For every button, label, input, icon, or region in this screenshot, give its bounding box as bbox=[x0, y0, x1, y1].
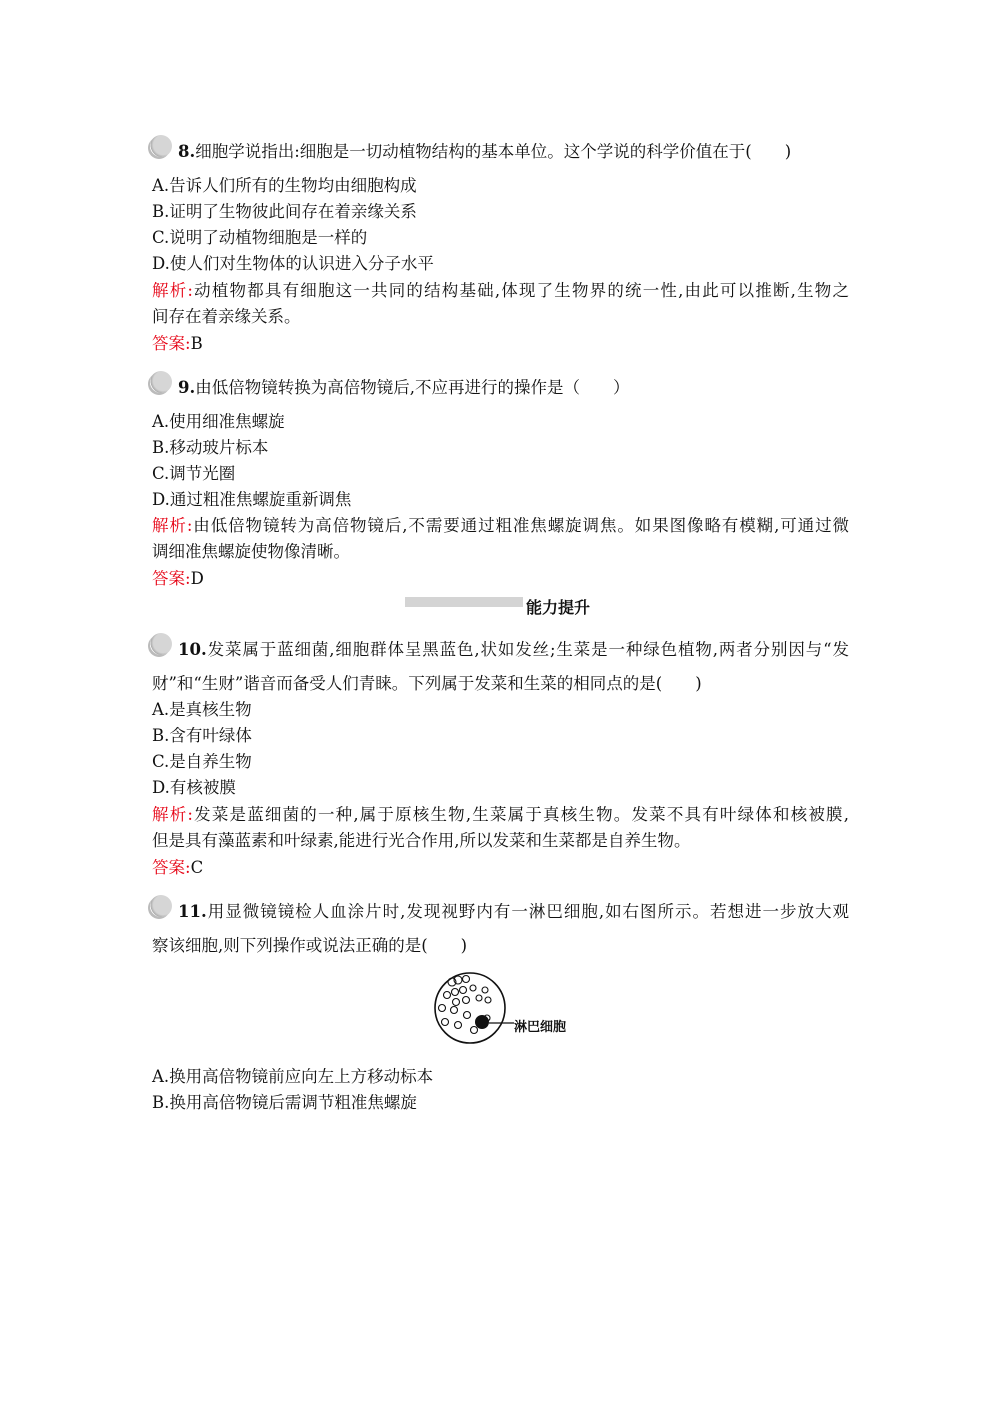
option: A.是真核生物 bbox=[152, 700, 252, 719]
question-text: 察该细胞,则下列操作或说法正确的是( ) bbox=[152, 936, 468, 955]
field-of-view-diagram bbox=[430, 970, 580, 1050]
question-number: 8. bbox=[178, 142, 196, 161]
analysis-text: 由低倍物镜转为高倍物镜后,不需要通过粗准焦螺旋调焦。如果图像略有模糊,可通过微 bbox=[192, 516, 849, 535]
microscope-field-figure bbox=[430, 970, 580, 1054]
analysis bbox=[152, 804, 849, 826]
question-text: 用显微镜镜检人血涂片时,发现视野内有一淋巴细胞,如右图所示。若想进一步放大观 bbox=[206, 902, 849, 921]
question-bullet-icon bbox=[150, 135, 172, 157]
option: A.使用细准焦螺旋 bbox=[152, 412, 285, 431]
answer-label: 答案: bbox=[152, 334, 191, 353]
answer-label: 答案: bbox=[152, 858, 191, 877]
option: B.证明了生物彼此间存在着亲缘关系 bbox=[152, 202, 417, 221]
question-bullet-icon bbox=[150, 633, 172, 655]
answer-value: C bbox=[190, 858, 204, 877]
option: B.含有叶绿体 bbox=[152, 726, 252, 745]
option: B.移动玻片标本 bbox=[152, 438, 269, 457]
analysis-text: 动植物都具有细胞这一共同的结构基础,体现了生物界的统一性,由此可以推断,生物之 bbox=[192, 281, 849, 300]
answer-label: 答案: bbox=[152, 569, 191, 588]
option: B.换用高倍物镜后需调节粗准焦螺旋 bbox=[152, 1093, 417, 1112]
option: C.是自养生物 bbox=[152, 752, 252, 771]
question-bullet-icon bbox=[150, 371, 172, 393]
analysis-text: 调细准焦螺旋使物像清晰。 bbox=[152, 542, 350, 561]
question-bullet-icon bbox=[150, 895, 172, 917]
option: D.使人们对生物体的认识进入分子水平 bbox=[152, 254, 434, 273]
question-8-stem bbox=[178, 141, 791, 163]
answer-value: D bbox=[190, 569, 204, 588]
question-11-stem bbox=[178, 901, 849, 923]
option: D.通过粗准焦螺旋重新调焦 bbox=[152, 490, 352, 509]
option: A.换用高倍物镜前应向左上方移动标本 bbox=[152, 1067, 434, 1086]
answer bbox=[152, 857, 203, 879]
question-10-stem bbox=[178, 639, 849, 661]
analysis-text: 间存在着亲缘关系。 bbox=[152, 307, 301, 326]
figure-label: 淋巴细胞 bbox=[514, 1020, 567, 1035]
option: C.说明了动植物细胞是一样的 bbox=[152, 228, 368, 247]
answer-value: B bbox=[190, 334, 203, 353]
analysis bbox=[152, 515, 849, 537]
question-number: 11. bbox=[178, 902, 207, 921]
lymphocyte-mark bbox=[475, 1015, 489, 1029]
option: D.有核被膜 bbox=[152, 778, 236, 797]
analysis bbox=[152, 280, 849, 302]
analysis-text: 但是具有藻蓝素和叶绿素,能进行光合作用,所以发菜和生菜都是自养生物。 bbox=[152, 831, 691, 850]
question-number: 10. bbox=[178, 640, 207, 659]
section-bar bbox=[405, 597, 523, 607]
section-title: 能力提升 bbox=[526, 598, 591, 617]
option: C.调节光圈 bbox=[152, 464, 236, 483]
answer bbox=[152, 568, 204, 590]
question-text: 由低倍物镜转换为高倍物镜后,不应再进行的操作是（ ） bbox=[195, 378, 630, 397]
option: A.告诉人们所有的生物均由细胞构成 bbox=[152, 176, 417, 195]
question-text: 财”和“生财”谐音而备受人们青睐。下列属于发菜和生菜的相同点的是( ) bbox=[152, 674, 702, 693]
question-text: 细胞学说指出:细胞是一切动植物结构的基本单位。这个学说的科学价值在于( ) bbox=[195, 142, 792, 161]
analysis-label: 解析: bbox=[152, 805, 193, 824]
answer bbox=[152, 333, 203, 355]
analysis-label: 解析: bbox=[152, 281, 193, 300]
analysis-label: 解析: bbox=[152, 516, 193, 535]
question-text: 发菜属于蓝细菌,细胞群体呈黑蓝色,状如发丝;生菜是一种绿色植物,两者分别因与“发 bbox=[206, 640, 849, 659]
question-9-stem bbox=[178, 377, 629, 399]
question-number: 9. bbox=[178, 378, 196, 397]
analysis-text: 发菜是蓝细菌的一种,属于原核生物,生菜属于真核生物。发菜不具有叶绿体和核被膜, bbox=[192, 805, 849, 824]
